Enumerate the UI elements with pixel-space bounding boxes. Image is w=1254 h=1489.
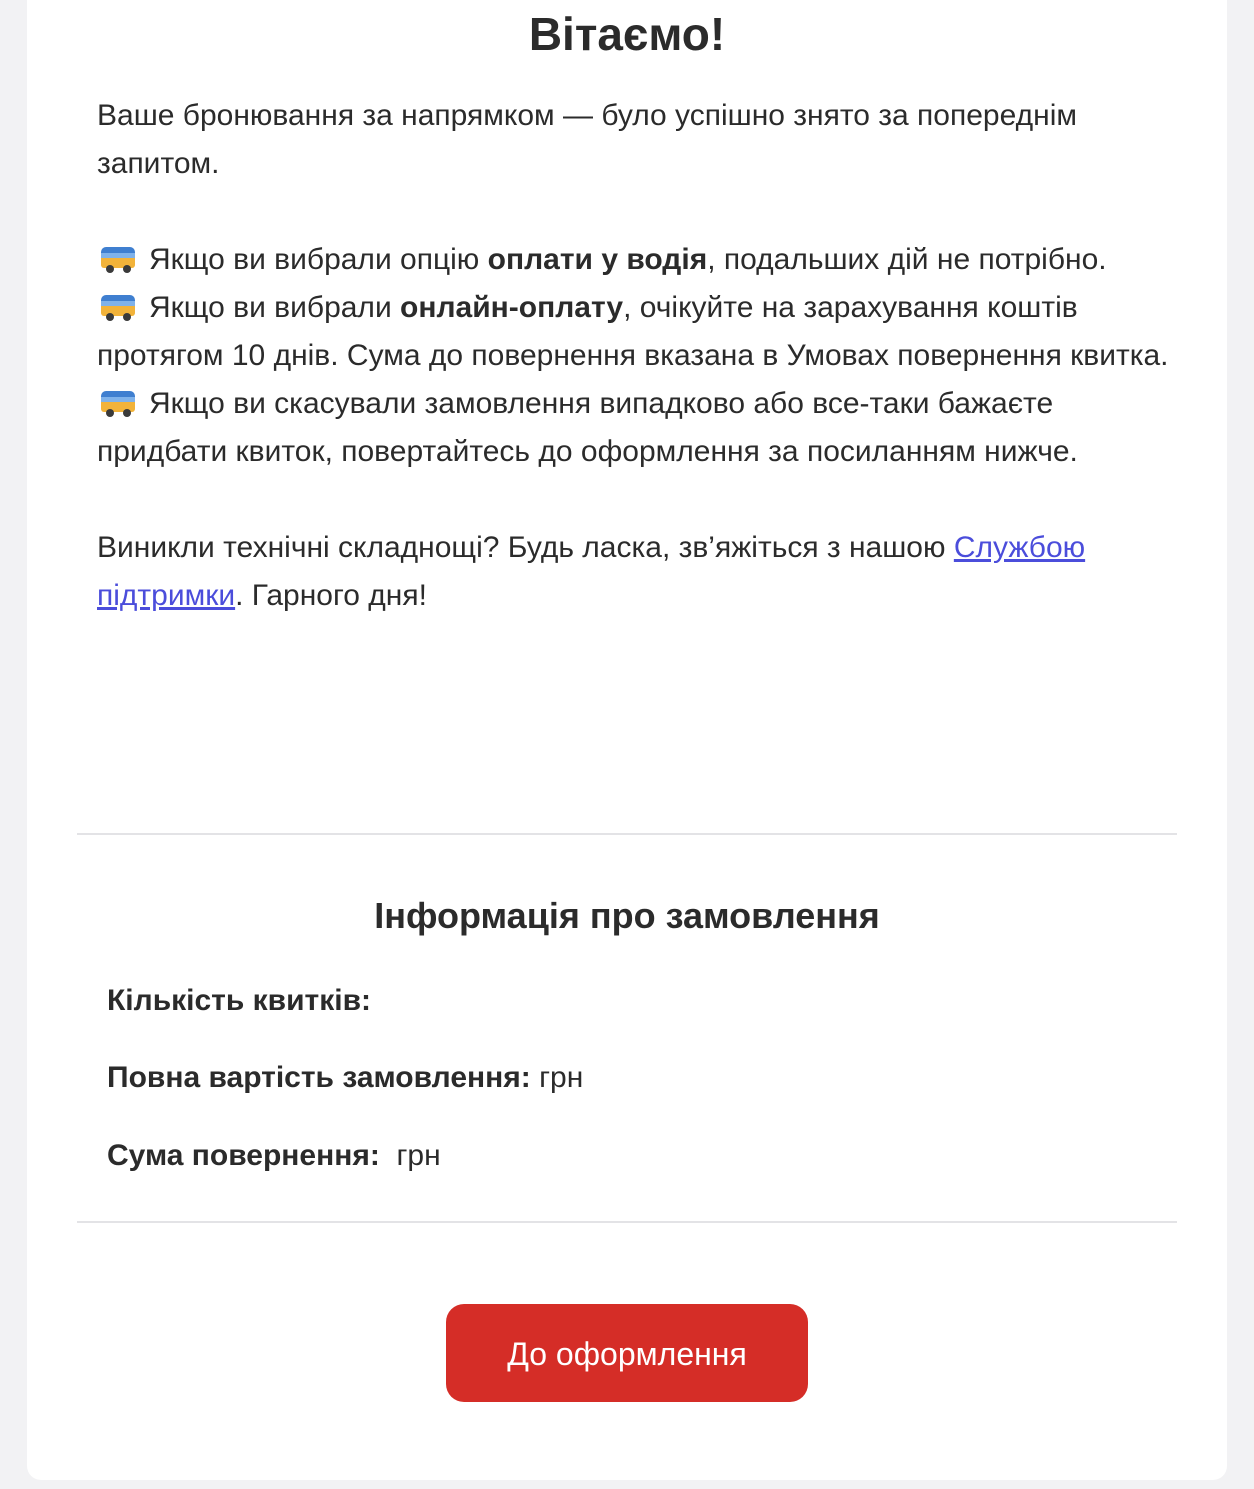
spacer: [97, 476, 1177, 524]
divider-top: [77, 833, 1177, 835]
intro-text: Ваше бронювання за напрямком — було успішно знято за попереднім запитом.: [97, 99, 1077, 180]
greeting-title: Вітаємо!: [528, 8, 726, 60]
help-text-end: . Гарного дня!: [235, 579, 427, 612]
order-total-value: грн: [530, 1061, 584, 1094]
order-info-title: Інформація про замовлення: [374, 895, 880, 936]
bus-icon: [101, 245, 135, 273]
bullet-item-driver-payment: [97, 236, 1177, 284]
item1-text-start: Якщо ви вибрали опцію: [149, 243, 488, 276]
tickets-count-label: Кількість квитків:: [107, 984, 372, 1017]
refund-amount-row: [107, 1136, 441, 1176]
refund-amount-label: Сума повернення:: [107, 1139, 380, 1172]
email-body: [97, 92, 1177, 620]
tickets-count-row: [107, 981, 371, 1021]
refund-amount-value: грн: [379, 1139, 441, 1172]
item3-text: Якщо ви скасували замовлення випадково або все-таки бажаєте придбати квиток, повертайтесь до оформлення за посиланням нижче.: [97, 387, 1078, 468]
help-paragraph: [97, 524, 1177, 620]
support-link[interactable]: Службою підтримки: [97, 531, 1086, 612]
item1-bold: оплати у водія: [487, 243, 708, 276]
item2-text-start: Якщо ви вибрали: [149, 291, 401, 324]
go-to-checkout-button[interactable]: До оформлення: [446, 1304, 808, 1402]
spacer: [97, 188, 1177, 236]
bullet-item-online-payment: [97, 284, 1177, 380]
order-total-label: Повна вартість замовлення:: [107, 1061, 531, 1094]
order-total-row: [107, 1058, 583, 1098]
divider-bottom: [77, 1221, 1177, 1223]
bullet-item-return-to-checkout: [97, 380, 1177, 476]
item2-text-end: , очікуйте на зарахування коштів протягом 10 днів. Сума до повернення вказана в Умовах повернення квитка.: [97, 291, 1169, 372]
item1-text-end: , подальших дій не потрібно.: [707, 243, 1107, 276]
help-text-start: Виникли технічні складнощі? Будь ласка, зв’яжіться з нашою: [97, 531, 954, 564]
bus-icon: [101, 293, 135, 321]
item2-bold: онлайн-оплату: [400, 291, 624, 324]
bus-icon: [101, 389, 135, 417]
